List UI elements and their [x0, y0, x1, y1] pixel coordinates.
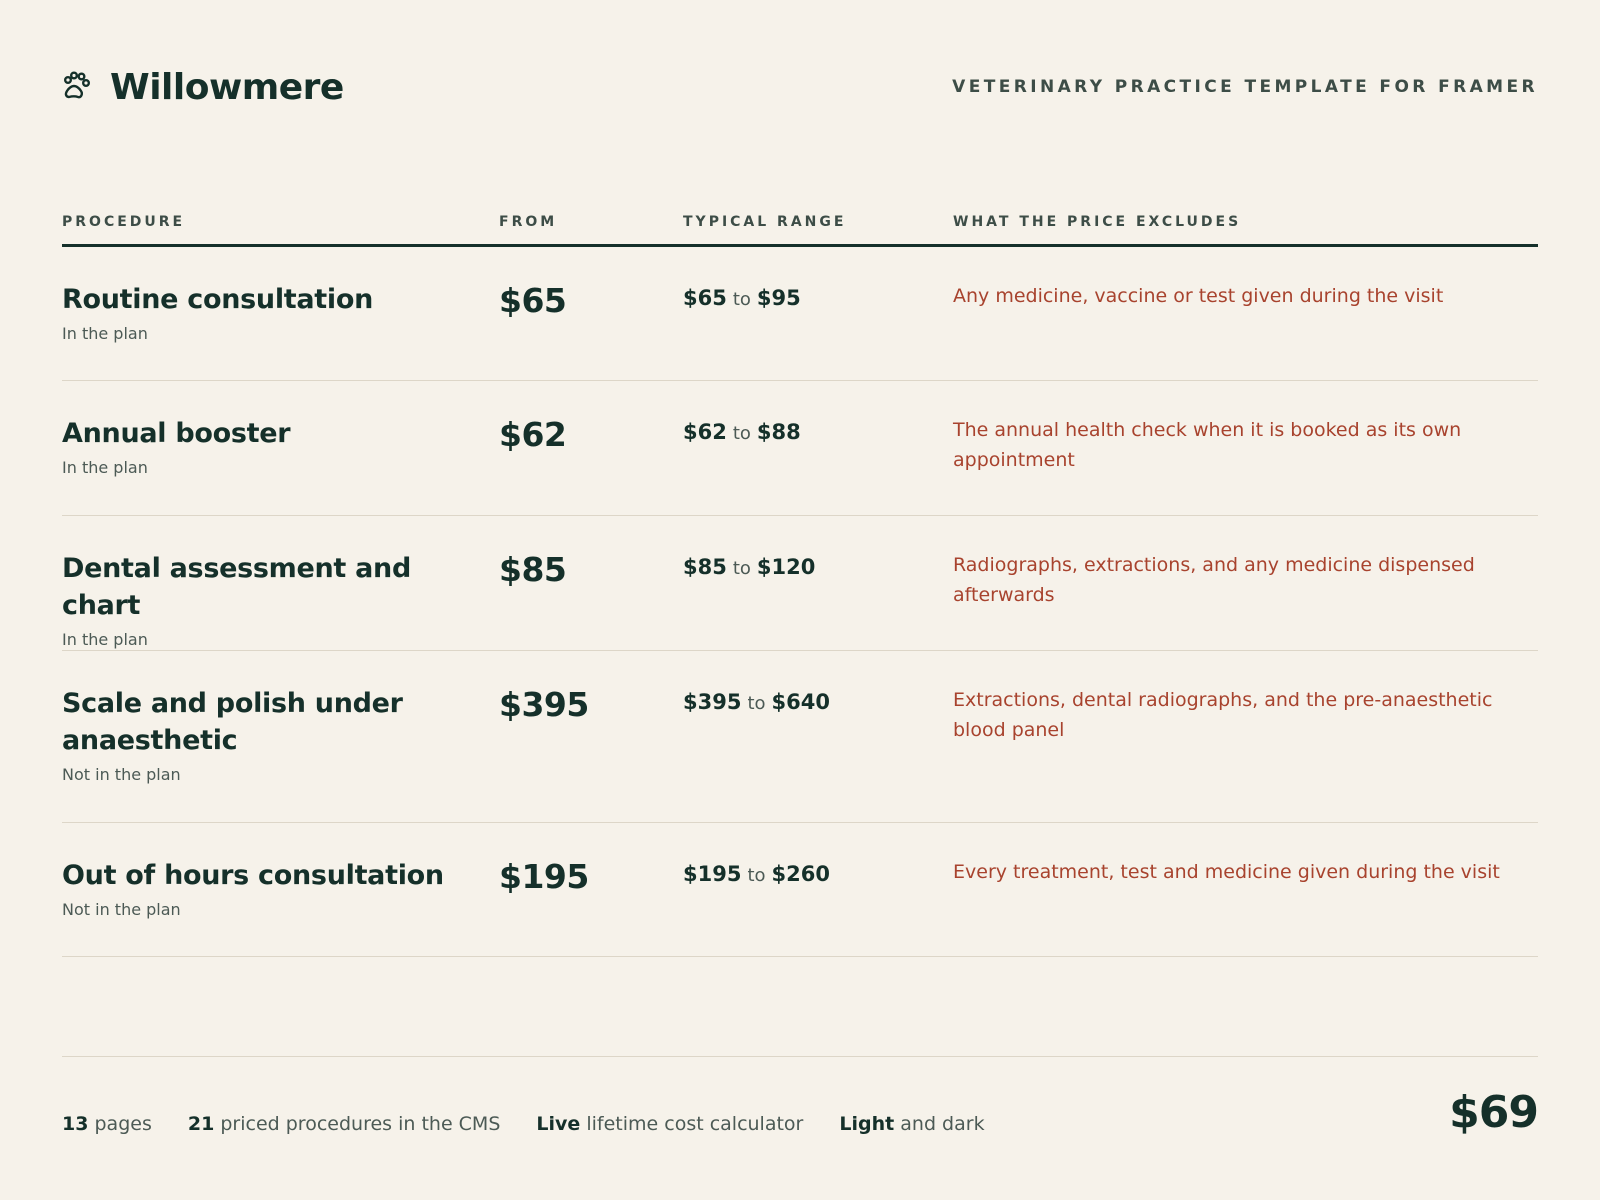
feature-themes — [839, 1113, 984, 1135]
header-procedure: PROCEDURE — [62, 214, 186, 230]
range-joiner: to — [732, 423, 751, 444]
range-joiner: to — [732, 558, 751, 579]
feature-value: 21 — [187, 1113, 215, 1135]
range-low: $85 — [683, 555, 727, 579]
feature-pages — [62, 1113, 152, 1135]
plan-status: In the plan — [62, 324, 148, 343]
range-joiner: to — [747, 865, 766, 886]
feature-calculator — [536, 1113, 803, 1135]
feature-label: lifetime cost calculator — [586, 1113, 804, 1135]
table-row — [62, 516, 1538, 651]
pricing-table — [62, 205, 1538, 957]
procedure-name: Scale and polish under anaesthetic — [62, 688, 403, 756]
price-range — [683, 415, 953, 515]
feature-list — [62, 1113, 985, 1135]
range-joiner: to — [747, 693, 766, 714]
range-low: $65 — [683, 286, 727, 310]
price-from: $65 — [499, 281, 567, 320]
tagline: VETERINARY PRACTICE TEMPLATE FOR FRAMER — [952, 77, 1538, 97]
plan-status: In the plan — [62, 630, 148, 649]
table-row — [62, 651, 1538, 823]
table-row — [62, 247, 1538, 381]
procedure-name: Dental assessment and chart — [62, 553, 411, 621]
table-row — [62, 823, 1538, 957]
price-range — [683, 281, 953, 380]
price-range — [683, 857, 953, 956]
price-excludes: Extractions, dental radiographs, and the pre-anaesthetic blood panel — [953, 689, 1493, 741]
plan-status: Not in the plan — [62, 900, 181, 919]
price-excludes: Radiographs, extractions, and any medicine dispensed afterwards — [953, 554, 1475, 606]
range-low: $62 — [683, 420, 727, 444]
price-from: $85 — [499, 550, 567, 589]
feature-label: and dark — [900, 1113, 985, 1135]
range-low: $395 — [683, 690, 742, 714]
plan-status: In the plan — [62, 458, 148, 477]
feature-value: Light — [839, 1113, 895, 1135]
price-range — [683, 685, 953, 822]
template-price: $69 — [1449, 1087, 1538, 1138]
price-range — [683, 550, 953, 650]
brand[interactable] — [62, 67, 344, 108]
price-from: $62 — [499, 415, 567, 454]
price-from: $195 — [499, 857, 589, 896]
feature-value: 13 — [62, 1113, 89, 1135]
table-row — [62, 381, 1538, 516]
feature-value: Live — [536, 1113, 581, 1135]
footer — [62, 1056, 1538, 1166]
procedure-name: Routine consultation — [62, 284, 374, 315]
feature-procedures — [188, 1113, 501, 1135]
range-high: $120 — [756, 555, 816, 579]
table-header — [62, 205, 1538, 247]
header-from: FROM — [499, 214, 558, 230]
range-low: $195 — [683, 862, 742, 886]
procedure-name: Annual booster — [62, 418, 291, 449]
procedure-name: Out of hours consultation — [62, 860, 444, 891]
range-high: $260 — [771, 862, 830, 886]
brand-name: Willowmere — [110, 66, 344, 108]
price-excludes: Any medicine, vaccine or test given during the visit — [953, 285, 1444, 307]
range-high: $95 — [756, 286, 801, 310]
feature-label: pages — [94, 1113, 152, 1135]
range-joiner: to — [732, 289, 751, 310]
plan-status: Not in the plan — [62, 765, 181, 784]
price-excludes: Every treatment, test and medicine given during the visit — [953, 861, 1500, 883]
feature-label: priced procedures in the CMS — [220, 1113, 501, 1135]
header-excludes: WHAT THE PRICE EXCLUDES — [953, 214, 1242, 230]
range-high: $88 — [756, 420, 801, 444]
header-range: TYPICAL RANGE — [683, 214, 847, 230]
paw-icon — [62, 70, 96, 104]
header — [62, 62, 1538, 112]
price-from: $395 — [499, 685, 589, 724]
price-excludes: The annual health check when it is booked as its own appointment — [953, 419, 1462, 471]
range-high: $640 — [771, 690, 830, 714]
